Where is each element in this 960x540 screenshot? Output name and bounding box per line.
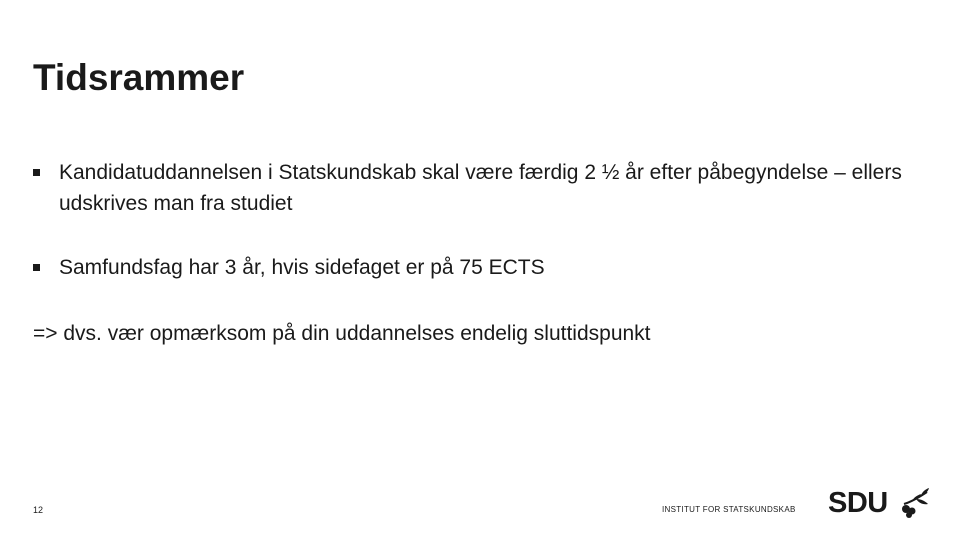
institute-name: INSTITUT FOR STATSKUNDSKAB — [662, 505, 796, 514]
slide-title: Tidsrammer — [33, 57, 245, 98]
bullet-text: Samfundsfag har 3 år, hvis sidefaget er på 75 ECTS — [59, 256, 545, 279]
page-number: 12 — [33, 505, 44, 515]
bullet-item — [33, 252, 933, 283]
sdu-logo — [828, 484, 932, 520]
note-text: => dvs. vær opmærksom på din uddannelses endelig sluttidspunkt — [33, 322, 651, 345]
sdu-logo-text: SDU — [828, 487, 888, 519]
bullet-text: Kandidatuddannelsen i Statskundskab skal være færdig 2 ½ år efter påbegyndelse – ellers udskrives man fra studiet — [59, 161, 902, 215]
square-bullet-icon — [33, 264, 40, 271]
square-bullet-icon — [33, 169, 40, 176]
branch-with-berries-icon — [902, 488, 929, 518]
bullet-item — [33, 157, 933, 219]
